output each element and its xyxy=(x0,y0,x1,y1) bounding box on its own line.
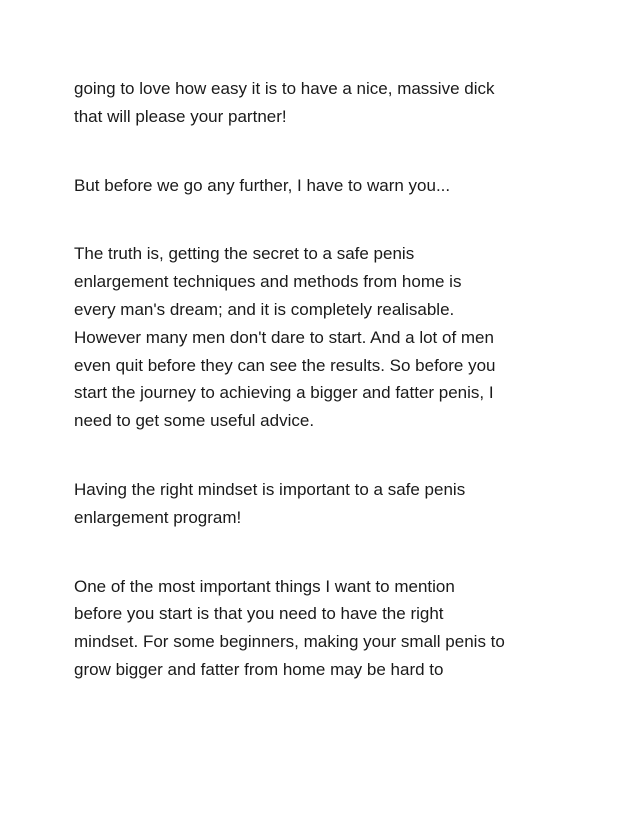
text-line: every man's dream; and it is completely realisable. xyxy=(74,299,455,319)
text-line: need to get some useful advice. xyxy=(74,411,315,431)
text-line: enlargement techniques and methods from home is xyxy=(74,272,462,292)
text-line: going to love how easy it is to have a nice, massive dick xyxy=(74,79,495,98)
paragraph-5 xyxy=(74,573,574,684)
text-line: before you start is that you need to have the right xyxy=(74,604,444,624)
text-line: enlargement program! xyxy=(74,507,242,527)
text-line: even quit before they can see the results. So before you xyxy=(74,355,496,375)
text-line: grow bigger and fatter from home may be hard to xyxy=(74,659,444,679)
text-line: However many men don't dare to start. And a lot of men xyxy=(74,327,494,347)
paragraph-3 xyxy=(74,240,574,435)
paragraph-spacer xyxy=(74,435,574,476)
paragraph-spacer xyxy=(74,532,574,573)
text-line: that will please your partner! xyxy=(74,106,287,126)
text-line: But before we go any further, I have to warn you... xyxy=(74,175,451,195)
paragraph-spacer xyxy=(74,199,574,240)
text-line: start the journey to achieving a bigger and fatter penis, I xyxy=(74,383,494,403)
body-text xyxy=(74,75,574,684)
paragraph-1 xyxy=(74,75,574,131)
text-line: The truth is, getting the secret to a safe penis xyxy=(74,244,415,264)
paragraph-2 xyxy=(74,172,574,200)
paragraph-spacer xyxy=(74,131,574,172)
paragraph-4 xyxy=(74,476,574,532)
text-line: One of the most important things I want to mention xyxy=(74,576,455,596)
text-line: Having the right mindset is important to a safe penis xyxy=(74,479,466,499)
text-line: mindset. For some beginners, making your small penis to xyxy=(74,632,505,652)
